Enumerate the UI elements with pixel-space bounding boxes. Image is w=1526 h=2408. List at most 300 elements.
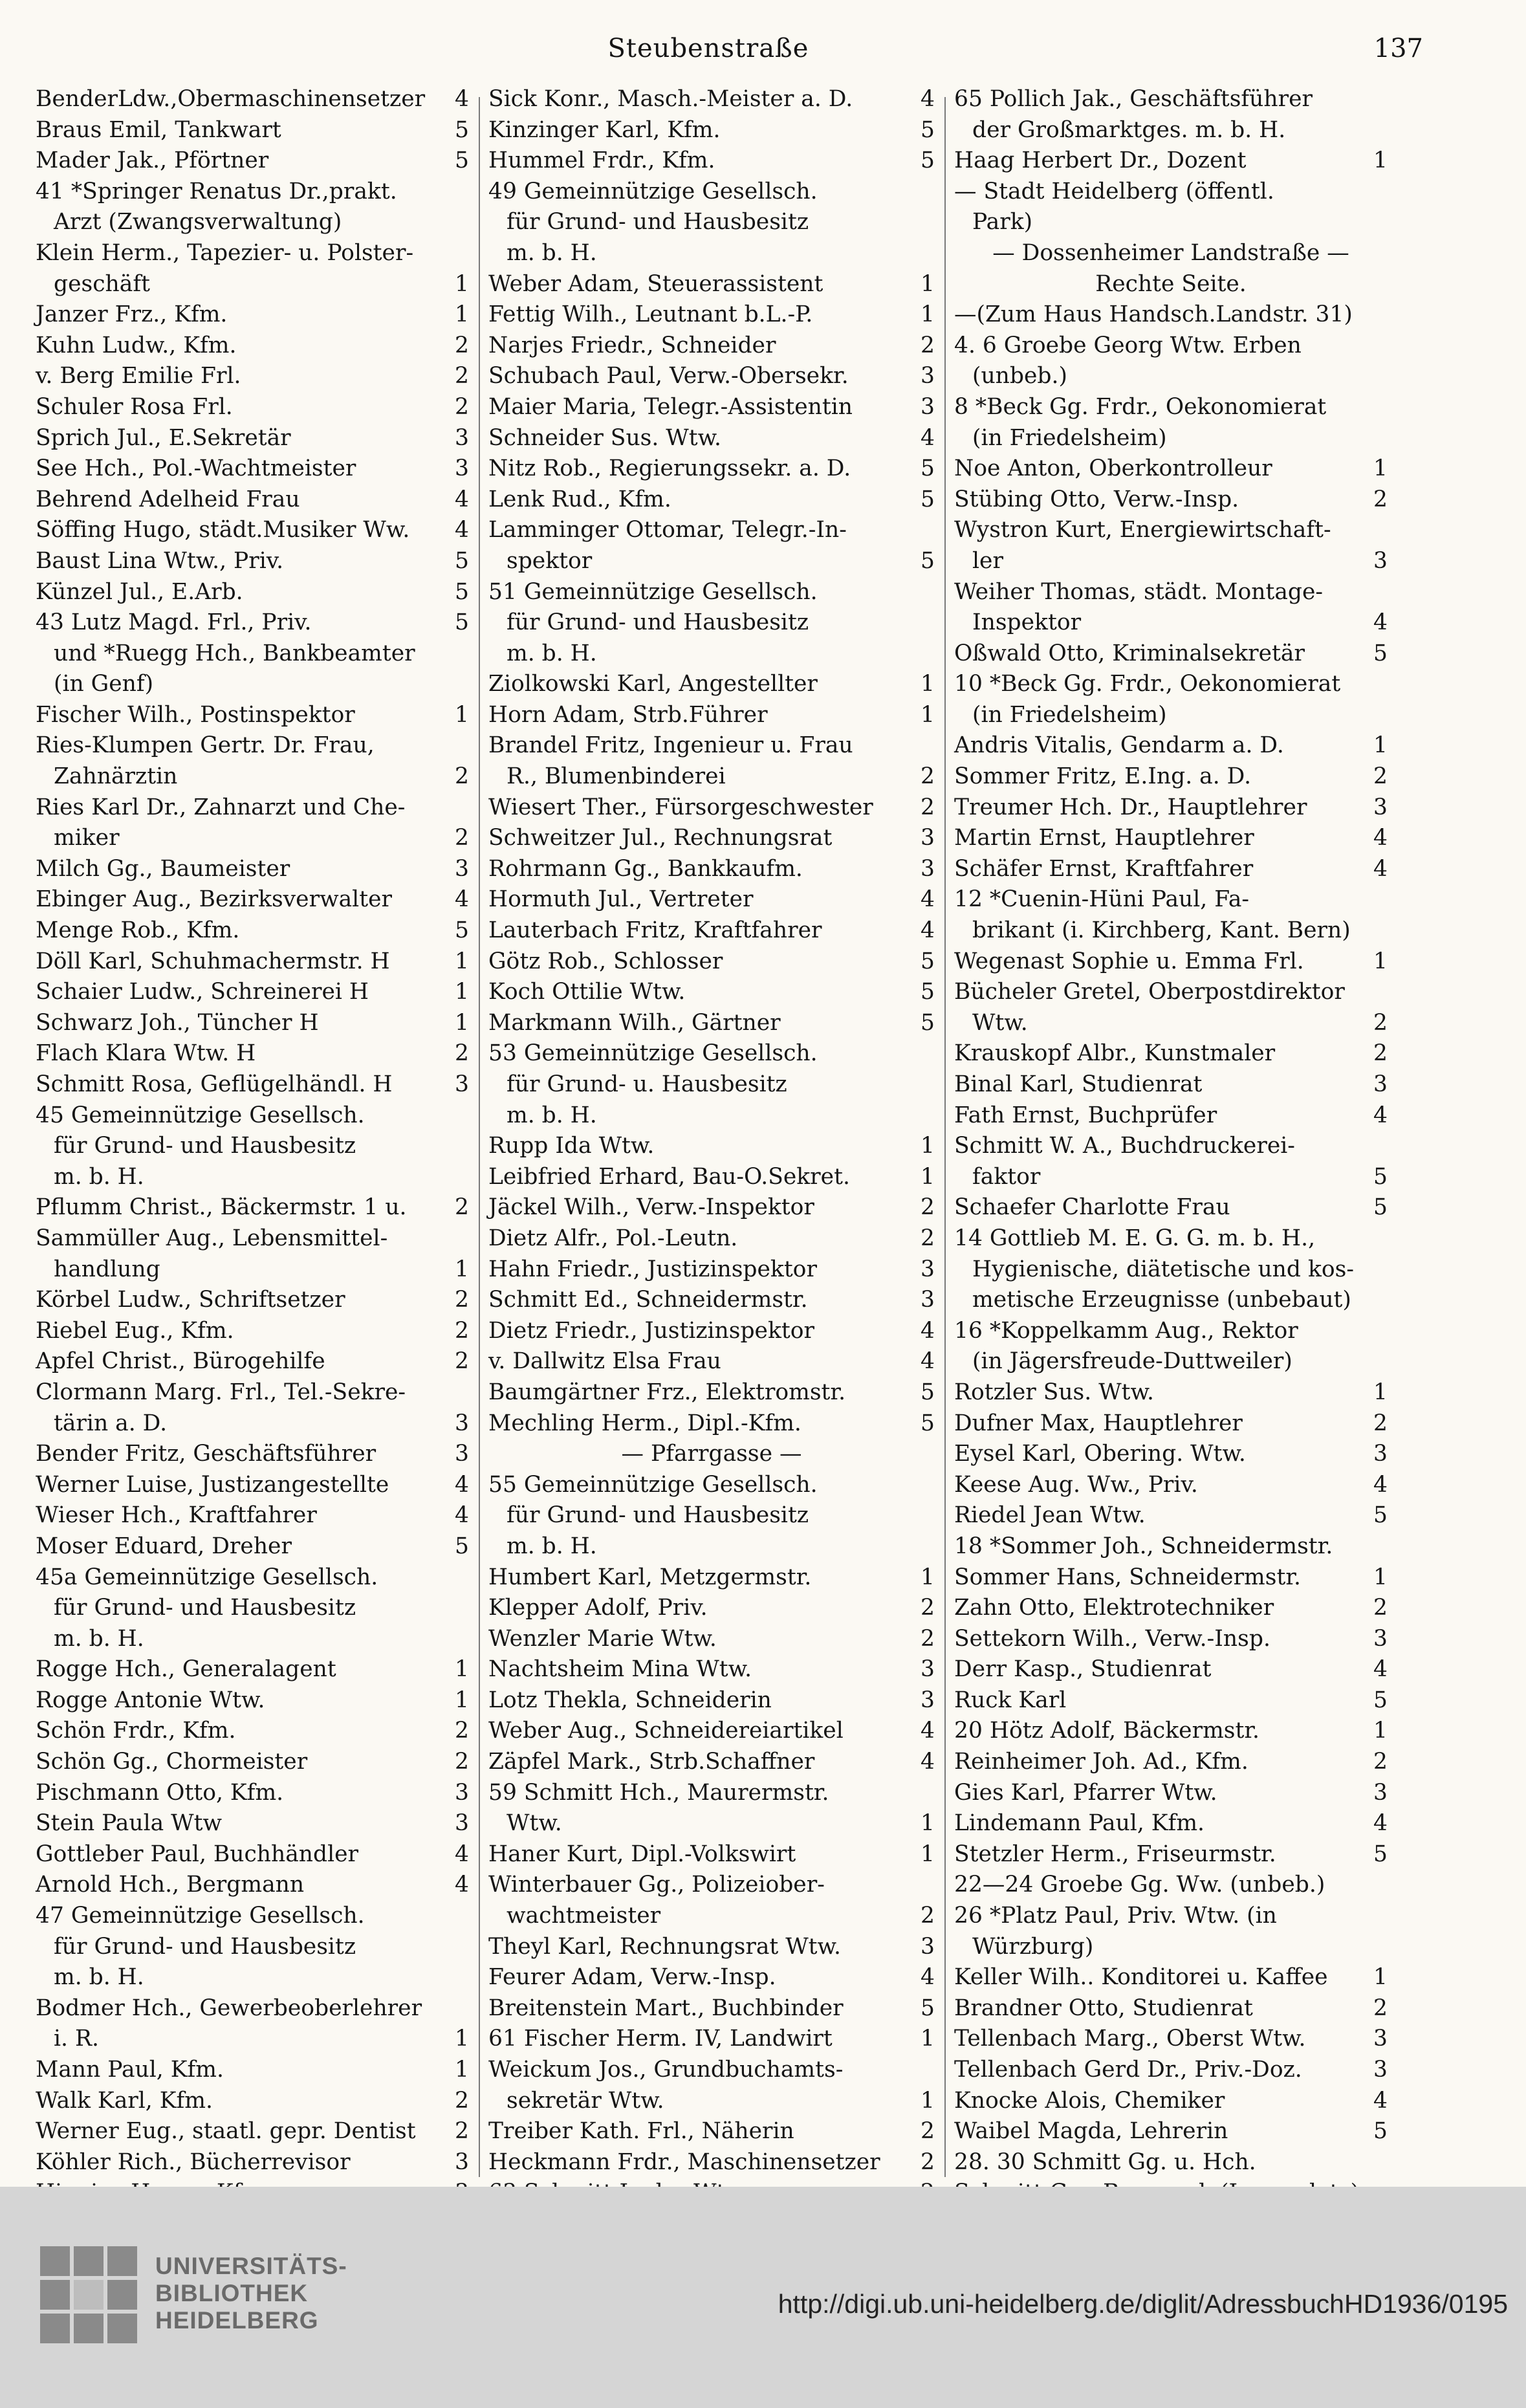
entry-text: 14 Gottlieb M. E. G. G. m. b. H., [954, 1225, 1316, 1251]
directory-line [488, 1500, 935, 1531]
entry-text: 65 Pollich Jak., Geschäftsführer [954, 86, 1313, 112]
entry-text: Humbert Karl, Metzgermstr. [488, 1564, 812, 1590]
floor-number: 1 [455, 979, 469, 1005]
entry-text: 51 Gemeinnützige Gesellsch. [488, 578, 818, 605]
directory-line [36, 1901, 469, 1932]
floor-number: 2 [455, 1718, 469, 1744]
directory-line [488, 1531, 935, 1562]
directory-line [488, 269, 935, 300]
directory-line [488, 1716, 935, 1747]
library-name [155, 2253, 347, 2334]
entry-text: Heckmann Frdr., Maschinensetzer [488, 2149, 880, 2175]
floor-number: 1 [455, 2026, 469, 2052]
floor-number: 1 [921, 301, 935, 328]
floor-number: 1 [455, 2057, 469, 2083]
entry-text: Inspektor [972, 609, 1082, 636]
entry-text: Lotz Thekla, Schneiderin [488, 1687, 772, 1713]
directory-line [488, 423, 935, 454]
directory-line [954, 1778, 1388, 1809]
column-1 [36, 84, 469, 2184]
floor-number: 4 [1373, 1471, 1388, 1498]
directory-line [954, 331, 1388, 362]
floor-number: 4 [455, 1841, 469, 1867]
floor-number: 4 [455, 86, 469, 112]
entry-text: Zahn Otto, Elektrotechniker [954, 1595, 1274, 1621]
floor-number: 2 [455, 763, 469, 790]
directory-line [36, 84, 469, 115]
floor-number: 4 [1373, 855, 1388, 882]
entry-text: Wieser Hch., Kraftfahrer [36, 1502, 317, 1529]
floor-number: 3 [1373, 794, 1388, 820]
directory-line [36, 300, 469, 331]
directory-line [36, 1993, 469, 2024]
floor-number: 5 [921, 1995, 935, 2021]
entry-text: Haner Kurt, Dipl.-Volkswirt [488, 1841, 796, 1867]
entry-text: 59 Schmitt Hch., Maurermstr. [488, 1779, 829, 1806]
floor-number: 1 [921, 1841, 935, 1867]
entry-text: 45 Gemeinnützige Gesellsch. [36, 1102, 365, 1128]
entry-text: Köhler Rich., Bücherrevisor [36, 2149, 351, 2175]
floor-number: 4 [921, 86, 935, 112]
directory-line [488, 207, 935, 238]
directory-line [954, 854, 1388, 885]
entry-text: Rogge Hch., Generalagent [36, 1656, 336, 1683]
floor-number: 1 [455, 1009, 469, 1036]
directory-line [488, 177, 935, 208]
floor-number: 4 [455, 1872, 469, 1898]
entry-text: Stein Paula Wtw [36, 1810, 223, 1837]
entry-text: Schön Frdr., Kfm. [36, 1718, 236, 1744]
entry-text: Tellenbach Gerd Dr., Priv.-Doz. [954, 2057, 1302, 2083]
directory-line [488, 238, 935, 269]
entry-text: miker [54, 825, 120, 851]
directory-line [954, 1685, 1388, 1716]
directory-line [488, 884, 935, 915]
entry-text: wachtmeister [507, 1903, 661, 1929]
floor-number: 3 [1373, 1779, 1388, 1806]
entry-text: Pischmann Otto, Kfm. [36, 1779, 284, 1806]
directory-line [36, 669, 469, 700]
directory-line [36, 761, 469, 793]
entry-text: ler [972, 547, 1003, 574]
directory-line [954, 515, 1388, 546]
directory-line [36, 854, 469, 885]
entry-text: Bender Fritz, Geschäftsführer [36, 1441, 376, 1467]
floor-number: 1 [455, 948, 469, 974]
entry-text: (unbeb.) [972, 363, 1067, 389]
directory-line [36, 730, 469, 761]
directory-line [954, 1500, 1388, 1531]
floor-number: 3 [455, 424, 469, 451]
library-name-line: BIBLIOTHEK [155, 2280, 309, 2306]
floor-number: 2 [455, 1749, 469, 1775]
directory-line [954, 361, 1388, 392]
floor-number: 3 [1373, 547, 1388, 574]
library-name-line: UNIVERSITÄTS- [155, 2253, 347, 2279]
entry-text: Gies Karl, Pfarrer Wtw. [954, 1779, 1217, 1806]
floor-number: 4 [455, 886, 469, 913]
entry-text: handlung [54, 1256, 160, 1282]
entry-text: Riedel Jean Wtw. [954, 1502, 1146, 1529]
directory-line [488, 947, 935, 978]
floor-number: 2 [921, 763, 935, 790]
entry-text: Künzel Jul., E.Arb. [36, 578, 243, 605]
entry-text: Lauterbach Fritz, Kraftfahrer [488, 917, 822, 944]
entry-text: m. b. H. [507, 1102, 597, 1128]
floor-number: 4 [921, 424, 935, 451]
directory-line [954, 207, 1388, 238]
floor-number: 2 [921, 1194, 935, 1221]
entry-text: Apfel Christ., Bürogehilfe [36, 1348, 325, 1375]
entry-text: Baumgärtner Frz., Elektromstr. [488, 1379, 846, 1405]
directory-line [488, 146, 935, 177]
entry-text: Feurer Adam, Verw.-Insp. [488, 1964, 776, 1991]
floor-number: 4 [1373, 2087, 1388, 2114]
directory-line [488, 1932, 935, 1963]
floor-number: 5 [455, 1533, 469, 1559]
entry-text: Dietz Friedr., Justizinspektor [488, 1317, 815, 1344]
entry-text: Braus Emil, Tankwart [36, 116, 281, 143]
floor-number: 3 [921, 1656, 935, 1683]
entry-text: Narjes Friedr., Schneider [488, 332, 776, 358]
entry-text: Sprich Jul., E.Sekretär [36, 424, 291, 451]
entry-text: für Grund- und Hausbesitz [507, 1502, 809, 1529]
directory-line [488, 669, 935, 700]
entry-text: Rohrmann Gg., Bankkaufm. [488, 855, 803, 882]
library-name-line: HEIDELBERG [155, 2307, 319, 2334]
entry-text: Schmitt W. A., Buchdruckerei- [954, 1133, 1295, 1159]
directory-line [488, 1778, 935, 1809]
floor-number: 5 [921, 979, 935, 1005]
directory-line [954, 823, 1388, 854]
floor-number: 1 [1373, 455, 1388, 482]
directory-line [36, 485, 469, 516]
directory-line [488, 1131, 935, 1162]
directory-line [488, 1624, 935, 1655]
entry-text: Milch Gg., Baumeister [36, 855, 290, 882]
directory-line [954, 2055, 1388, 2086]
entry-text: Schaefer Charlotte Frau [954, 1194, 1230, 1221]
directory-line [488, 2147, 935, 2178]
directory-line [954, 761, 1388, 793]
floor-number: 4 [455, 1502, 469, 1529]
entry-text: geschäft [54, 270, 150, 297]
directory-line [954, 1192, 1388, 1223]
directory-line [954, 607, 1388, 639]
floor-number: 3 [1373, 1625, 1388, 1652]
entry-text: Tellenbach Marg., Oberst Wtw. [954, 2026, 1306, 2052]
entry-text: Janzer Frz., Kfm. [36, 301, 228, 328]
entry-text: Sommer Fritz, E.Ing. a. D. [954, 763, 1252, 790]
entry-text: spektor [507, 547, 593, 574]
entry-text: Dietz Alfr., Pol.-Leutn. [488, 1225, 738, 1251]
floor-number: 4 [921, 886, 935, 913]
entry-text: Rotzler Sus. Wtw. [954, 1379, 1154, 1405]
floor-number: 2 [1373, 1040, 1388, 1067]
floor-number: 2 [1373, 763, 1388, 790]
directory-line [36, 331, 469, 362]
floor-number: 1 [455, 270, 469, 297]
directory-line [488, 115, 935, 146]
floor-number: 1 [921, 270, 935, 297]
entry-text: Wtw. [507, 1810, 562, 1837]
floor-number: 2 [1373, 1009, 1388, 1036]
entry-text: Hahn Friedr., Justizinspektor [488, 1256, 817, 1282]
directory-line [488, 761, 935, 793]
entry-text: See Hch., Pol.-Wachtmeister [36, 455, 356, 482]
floor-number: 3 [921, 363, 935, 389]
floor-number: 5 [921, 1009, 935, 1036]
page-header [32, 26, 1423, 78]
floor-number: 5 [921, 148, 935, 174]
entry-text: Behrend Adelheid Frau [36, 486, 300, 512]
directory-line [36, 392, 469, 423]
directory-line [488, 331, 935, 362]
floor-number: 1 [455, 1656, 469, 1683]
directory-line [954, 238, 1388, 269]
entry-text: Fettig Wilh., Leutnant b.L.-P. [488, 301, 813, 328]
directory-line [954, 1531, 1388, 1562]
entry-text: Hormuth Jul., Vertreter [488, 886, 754, 913]
directory-line [954, 977, 1388, 1008]
directory-line [36, 2116, 469, 2147]
directory-line [488, 392, 935, 423]
entry-text: Koch Ottilie Wtw. [488, 979, 686, 1005]
floor-number: 4 [921, 917, 935, 944]
page-number: 137 [1373, 34, 1423, 63]
directory-line [488, 1439, 935, 1470]
directory-line [954, 2147, 1388, 2178]
directory-line [488, 1747, 935, 1778]
directory-line [954, 2024, 1388, 2055]
entry-text: — Dossenheimer Landstraße — [992, 239, 1349, 266]
floor-number: 2 [455, 2087, 469, 2114]
entry-text: Riebel Eug., Kfm. [36, 1317, 234, 1344]
directory-line [954, 2116, 1388, 2147]
directory-line [36, 454, 469, 485]
directory-line [36, 607, 469, 639]
floor-number: 2 [455, 332, 469, 358]
entry-text: —(Zum Haus Handsch.Landstr. 31) [954, 301, 1353, 328]
directory-line [488, 1285, 935, 1316]
floor-number: 1 [1373, 148, 1388, 174]
directory-columns [32, 84, 1388, 2184]
viewer-footer [0, 2187, 1526, 2408]
entry-text: Lindemann Paul, Kfm. [954, 1810, 1204, 1837]
library-logo-icon [40, 2246, 137, 2343]
entry-text: BenderLdw.,Obermaschinensetzer [36, 86, 426, 112]
entry-text: faktor [972, 1163, 1041, 1190]
directory-line [36, 207, 469, 238]
directory-line [36, 1223, 469, 1254]
floor-number: 1 [455, 301, 469, 328]
entry-text: 22—24 Groebe Gg. Ww. (unbeb.) [954, 1872, 1325, 1898]
floor-number: 5 [455, 547, 469, 574]
entry-text: Schaier Ludw., Schreinerei H [36, 979, 369, 1005]
directory-line [488, 1038, 935, 1069]
entry-text: Wystron Kurt, Energiewirtschaft- [954, 517, 1331, 543]
entry-text: Zahnärztin [54, 763, 178, 790]
directory-line [954, 1038, 1388, 1069]
entry-text: Kinzinger Karl, Kfm. [488, 116, 721, 143]
floor-number: 5 [921, 948, 935, 974]
entry-text: Bücheler Gretel, Oberpostdirektor [954, 979, 1345, 1005]
directory-line [488, 2024, 935, 2055]
floor-number: 3 [455, 1810, 469, 1837]
floor-number: 2 [455, 825, 469, 851]
entry-text: Hummel Frdr., Kfm. [488, 148, 715, 174]
floor-number: 4 [455, 486, 469, 512]
entry-text: Rogge Antonie Wtw. [36, 1687, 265, 1713]
floor-number: 3 [455, 855, 469, 882]
floor-number: 3 [1373, 2057, 1388, 2083]
entry-text: Markmann Wilh., Gärtner [488, 1009, 781, 1036]
directory-line [954, 1285, 1388, 1316]
floor-number: 5 [1373, 1687, 1388, 1713]
entry-text: Schwarz Joh., Tüncher H [36, 1009, 319, 1036]
entry-text: Würzburg) [972, 1933, 1094, 1960]
entry-text: 41 *Springer Renatus Dr.,prakt. [36, 178, 397, 204]
entry-text: 61 Fischer Herm. IV, Landwirt [488, 2026, 833, 2052]
entry-text: 26 *Platz Paul, Priv. Wtw. (in [954, 1903, 1277, 1929]
entry-text: Sommer Hans, Schneidermstr. [954, 1564, 1302, 1590]
directory-line [36, 1654, 469, 1685]
directory-line [488, 300, 935, 331]
entry-text: m. b. H. [507, 1533, 597, 1559]
entry-text: Menge Rob., Kfm. [36, 917, 240, 944]
floor-number: 1 [921, 1163, 935, 1190]
floor-number: 4 [921, 1749, 935, 1775]
floor-number: 5 [921, 1410, 935, 1436]
directory-line [36, 1316, 469, 1347]
floor-number: 1 [455, 701, 469, 728]
entry-text: Leibfried Erhard, Bau-O.Sekret. [488, 1163, 850, 1190]
floor-number: 3 [921, 1687, 935, 1713]
entry-text: Krauskopf Albr., Kunstmaler [954, 1040, 1276, 1067]
entry-text: Keese Aug. Ww., Priv. [954, 1471, 1198, 1498]
directory-line [488, 1192, 935, 1223]
permalink-url[interactable]: http://digi.ub.uni-heidelberg.de/diglit/AdressbuchHD1936/0195 [778, 2289, 1508, 2319]
entry-text: m. b. H. [507, 640, 597, 666]
directory-line [36, 977, 469, 1008]
floor-number: 5 [1373, 2118, 1388, 2145]
directory-line [954, 300, 1388, 331]
floor-number: 3 [455, 455, 469, 482]
directory-line [488, 700, 935, 731]
directory-line [954, 546, 1388, 577]
directory-line [954, 1377, 1388, 1408]
directory-line [36, 1685, 469, 1716]
entry-text: Wtw. [972, 1009, 1028, 1036]
floor-number: 5 [921, 547, 935, 574]
floor-number: 4 [455, 1471, 469, 1498]
directory-line [488, 515, 935, 546]
directory-line [488, 1100, 935, 1132]
entry-text: Horn Adam, Strb.Führer [488, 701, 768, 728]
entry-text: Schuler Rosa Frl. [36, 393, 233, 420]
entry-text: Eysel Karl, Obering. Wtw. [954, 1441, 1246, 1467]
directory-line [954, 1223, 1388, 1254]
entry-text: Werner Luise, Justizangestellte [36, 1471, 389, 1498]
directory-line [954, 177, 1388, 208]
directory-line [954, 1439, 1388, 1470]
floor-number: 5 [921, 486, 935, 512]
floor-number: 1 [921, 1810, 935, 1837]
entry-text: Mechling Herm., Dipl.-Kfm. [488, 1410, 801, 1436]
directory-line [488, 823, 935, 854]
directory-line [36, 793, 469, 824]
floor-number: 5 [455, 609, 469, 636]
entry-text: Stetzler Herm., Friseurmstr. [954, 1841, 1276, 1867]
entry-text: R., Blumenbinderei [507, 763, 726, 790]
entry-text: 28. 30 Schmitt Gg. u. Hch. [954, 2149, 1256, 2175]
directory-line [36, 146, 469, 177]
directory-line [954, 730, 1388, 761]
entry-text: Lenk Rud., Kfm. [488, 486, 671, 512]
column-divider [944, 97, 946, 2177]
floor-number: 3 [921, 1933, 935, 1960]
directory-line [36, 1870, 469, 1901]
entry-text: für Grund- und Hausbesitz [54, 1133, 356, 1159]
entry-text: Arzt (Zwangsverwaltung) [54, 209, 342, 235]
entry-text: Knocke Alois, Chemiker [954, 2087, 1225, 2114]
directory-line [36, 884, 469, 915]
floor-number: 5 [921, 455, 935, 482]
floor-number: 5 [455, 116, 469, 143]
directory-line [954, 915, 1388, 947]
floor-number: 4 [921, 1718, 935, 1744]
directory-line [954, 1901, 1388, 1932]
directory-line [488, 1008, 935, 1039]
directory-line [954, 269, 1388, 300]
floor-number: 2 [1373, 1410, 1388, 1436]
entry-text: m. b. H. [54, 1964, 144, 1991]
entry-text: Stübing Otto, Verw.-Insp. [954, 486, 1239, 512]
directory-line [954, 1932, 1388, 1963]
directory-line [36, 546, 469, 577]
directory-line [488, 639, 935, 670]
entry-text: Götz Rob., Schlosser [488, 948, 723, 974]
entry-text: (in Friedelsheim) [972, 424, 1167, 451]
floor-number: 4 [921, 1348, 935, 1375]
floor-number: 5 [1373, 1163, 1388, 1190]
directory-line [488, 485, 935, 516]
entry-text: Schön Gg., Chormeister [36, 1749, 308, 1775]
entry-text: Rupp Ida Wtw. [488, 1133, 655, 1159]
page-title: Steubenstraße [607, 34, 809, 63]
entry-text: Brandner Otto, Studienrat [954, 1995, 1253, 2021]
directory-line [36, 1008, 469, 1039]
entry-text: Ebinger Aug., Bezirksverwalter [36, 886, 392, 913]
directory-line [36, 238, 469, 269]
directory-line [488, 1593, 935, 1624]
directory-line [488, 1162, 935, 1193]
floor-number: 5 [455, 148, 469, 174]
floor-number: 2 [921, 1903, 935, 1929]
directory-line [488, 854, 935, 885]
floor-number: 2 [455, 363, 469, 389]
entry-text: 20 Hötz Adolf, Bäckermstr. [954, 1718, 1260, 1744]
entry-text: Söffing Hugo, städt.Musiker Ww. [36, 517, 410, 543]
directory-line [954, 1562, 1388, 1593]
entry-text: Reinheimer Joh. Ad., Kfm. [954, 1749, 1248, 1775]
directory-line [954, 485, 1388, 516]
directory-line [36, 1439, 469, 1470]
entry-text: Rechte Seite. [1095, 270, 1247, 297]
floor-number: 3 [1373, 2026, 1388, 2052]
entry-text: Keller Wilh.. Konditorei u. Kaffee [954, 1964, 1328, 1991]
directory-line [36, 1346, 469, 1377]
